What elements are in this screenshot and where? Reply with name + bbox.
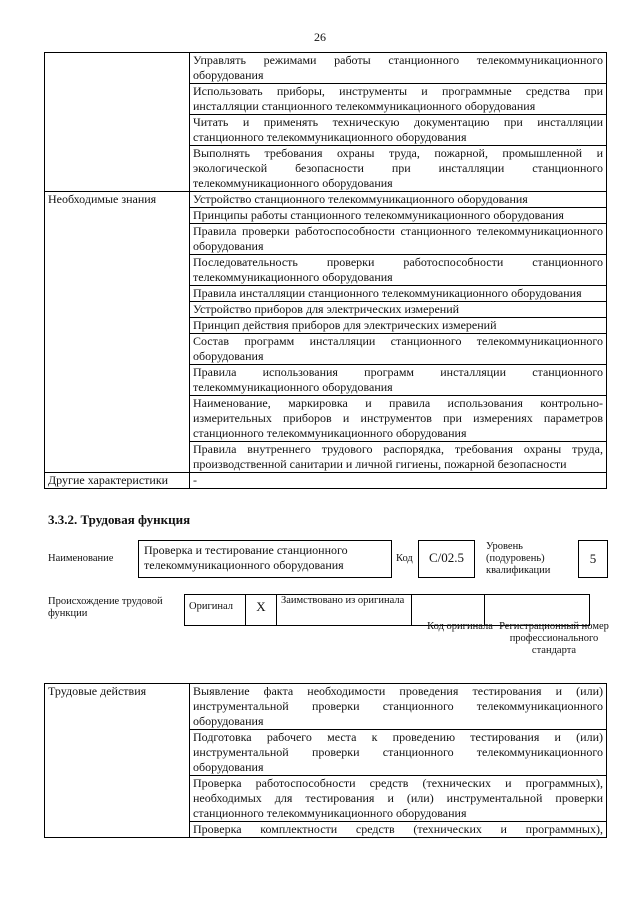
skill-item: Использовать приборы, инструменты и программные средства при инсталляции станционного телекоммуникационного оборудования	[190, 84, 607, 115]
skills-label-cell	[45, 53, 190, 192]
knowledge-item: Принцип действия приборов для электрических измерений	[190, 318, 607, 334]
original-mark: X	[246, 595, 277, 626]
requirements-table	[44, 52, 607, 489]
level-label: Уровень (подуровень) квалификации	[486, 541, 551, 576]
knowledge-item: Устройство приборов для электрических измерений	[190, 302, 607, 318]
table-row	[45, 192, 607, 208]
knowledge-item: Правила инсталляции станционного телекоммуникационного оборудования	[190, 286, 607, 302]
original-label: Оригинал	[185, 595, 246, 626]
borrowed-label: Заимствовано из оригинала	[277, 595, 412, 626]
knowledge-item: Состав программ инсталляции станционного телекоммуникационного оборудования	[190, 334, 607, 365]
table-row	[45, 53, 607, 84]
action-item: Проверка комплектности средств (технических и программных),	[190, 822, 607, 838]
function-code-box: С/02.5	[418, 540, 475, 578]
knowledge-item: Принципы работы станционного телекоммуникационного оборудования	[190, 208, 607, 224]
code-label: Код	[396, 553, 413, 564]
knowledge-item: Устройство станционного телекоммуникационного оборудования	[190, 192, 607, 208]
page-number: 26	[314, 30, 326, 44]
table-row	[45, 684, 607, 730]
reg-number-caption: Регистрационный номер профессионального стандарта	[499, 621, 609, 656]
knowledge-item: Правила использования программ инсталляции станционного телекоммуникационного оборудования	[190, 365, 607, 396]
skill-item: Управлять режимами работы станционного телекоммуникационного оборудования	[190, 53, 607, 84]
knowledge-label: Необходимые знания	[45, 192, 190, 473]
action-item: Выявление факта необходимости проведения тестирования и (или) инструментальной проверки станционного телекоммуникационного оборудования	[190, 684, 607, 730]
code-original-caption: Код оригинала	[427, 621, 493, 632]
knowledge-item: Правила проверки работоспособности станционного телекоммуникационного оборудования	[190, 224, 607, 255]
other-label: Другие характеристики	[45, 473, 190, 489]
actions-label: Трудовые действия	[45, 684, 190, 838]
other-value: -	[190, 473, 607, 489]
knowledge-item: Правила внутреннего трудового распорядка, требования охраны труда, производственной санитарии и личной гигиены, пожарной безопасности	[190, 442, 607, 473]
section-title: 3.3.2. Трудовая функция	[48, 512, 191, 527]
knowledge-item: Последовательность проверки работоспособности станционного телекоммуникационного оборудования	[190, 255, 607, 286]
table-row	[45, 473, 607, 489]
skill-item: Выполнять требования охраны труда, пожарной, промышленной и экологической безопасности при инсталляции станционного телекоммуникационного оборудования	[190, 146, 607, 192]
skill-item: Читать и применять техническую документацию при инсталляции станционного телекоммуникационного оборудования	[190, 115, 607, 146]
action-item: Подготовка рабочего места к проведению тестирования и (или) инструментальной проверки станционного телекоммуникационного оборудования	[190, 730, 607, 776]
level-box: 5	[578, 540, 608, 578]
knowledge-item: Наименование, маркировка и правила использования контрольно-измерительных приборов и инструментов при измерениях параметров станционного телекоммуникационного оборудования	[190, 396, 607, 442]
name-label: Наименование	[48, 553, 114, 564]
origin-label: Происхождение трудовой функции	[48, 596, 163, 619]
actions-table	[44, 683, 607, 838]
function-name-box: Проверка и тестирование станционного телекоммуникационного оборудования	[138, 540, 392, 578]
action-item: Проверка работоспособности средств (технических и программных), необходимых для тестирования и (или) инструментальной проверки станционного телекоммуникационного оборудования	[190, 776, 607, 822]
